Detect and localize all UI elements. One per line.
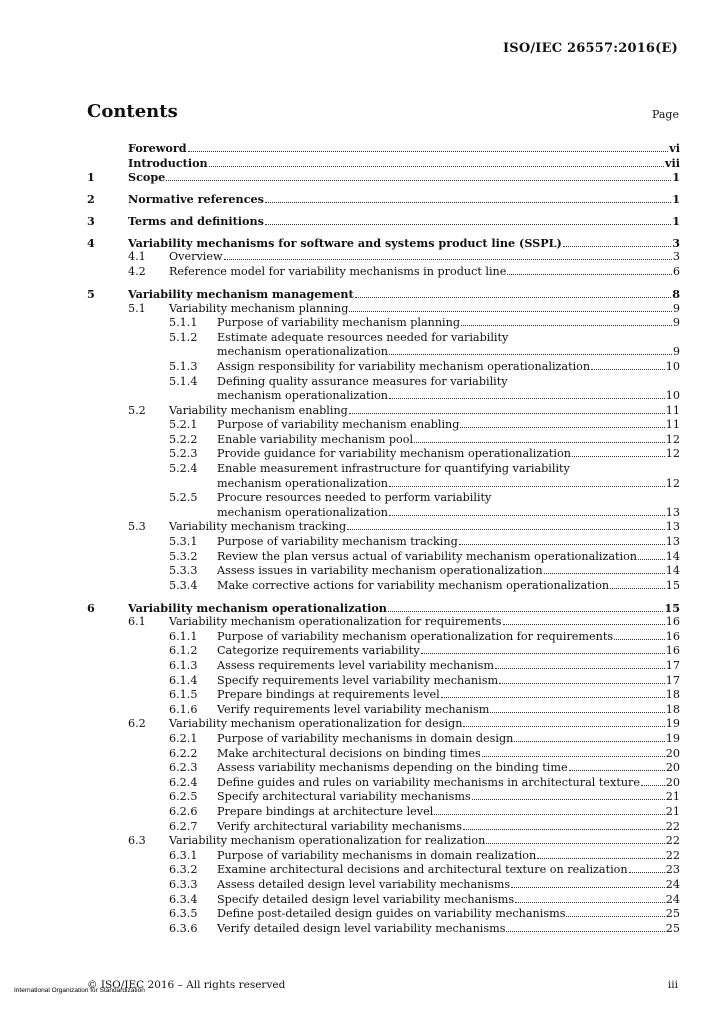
toc-entry-number: 6.2.7	[169, 819, 198, 833]
toc-entry[interactable]	[87, 331, 680, 346]
toc-entry-page: 9	[672, 301, 680, 315]
toc-entry-number: 6.1.6	[169, 702, 198, 716]
toc-entry-number: 5.1.2	[169, 330, 198, 344]
dot-leader	[459, 544, 665, 545]
toc-entry[interactable]	[87, 250, 680, 265]
toc-entry[interactable]	[87, 141, 680, 156]
watermark-stamp: International Organization for Standardization	[14, 987, 145, 994]
toc-entry[interactable]	[87, 659, 680, 674]
toc-entry-number: 5.2.2	[169, 432, 198, 446]
toc-entry[interactable]	[87, 316, 680, 331]
toc-entry-number: 4.2	[128, 265, 146, 279]
toc-entry[interactable]	[87, 462, 680, 477]
toc-entry-page: 18	[665, 688, 680, 702]
dot-leader	[569, 770, 665, 771]
toc-entry-page: 24	[665, 877, 680, 891]
toc-entry-page: 16	[665, 629, 680, 643]
toc-entry-title: Prepare bindings at architecture level	[217, 805, 434, 819]
toc-entry[interactable]	[87, 535, 680, 550]
toc-entry-title: Enable measurement infrastructure for quantifying variability	[217, 462, 570, 476]
dot-leader	[490, 712, 664, 713]
toc-entry-number: 3	[87, 213, 95, 228]
toc-entry[interactable]	[87, 214, 680, 229]
toc-entry-title: Purpose of variability mechanisms in domain realization	[217, 848, 537, 862]
toc-entry-number: 5.3.3	[169, 564, 198, 578]
toc-entry-number: 5.2.1	[169, 418, 198, 432]
toc-entry-page: 19	[665, 717, 680, 731]
dot-leader	[514, 741, 664, 742]
dot-leader	[591, 369, 665, 370]
toc-entry-page: 12	[665, 476, 680, 490]
toc-entry-number: 5.1	[128, 301, 146, 315]
toc-entry-title: Make architectural decisions on binding times	[217, 746, 481, 760]
toc-entry-number: 6.1.3	[169, 659, 198, 673]
toc-entry-page: 11	[665, 418, 680, 432]
toc-entry-page: 10	[665, 389, 680, 403]
toc-entry-number: 5.3.2	[169, 549, 198, 563]
toc-entry-page: 15	[665, 578, 680, 592]
toc-entry-number: 5.2.3	[169, 447, 198, 461]
toc-entry[interactable]	[87, 688, 680, 703]
toc-entry[interactable]	[87, 820, 680, 835]
toc-entry-page: 13	[665, 520, 680, 534]
toc-entry[interactable]	[87, 615, 680, 630]
dot-leader	[638, 559, 665, 560]
toc-entry[interactable]	[87, 878, 680, 893]
toc-entry[interactable]	[87, 418, 680, 433]
page-number: iii	[667, 979, 678, 991]
toc-entry-number: 5.2.5	[169, 491, 198, 505]
dot-leader	[389, 515, 665, 516]
toc-entry-title: Make corrective actions for variability mechanism operationalization	[217, 578, 610, 592]
toc-entry-number: 6.3.3	[169, 877, 198, 891]
toc-entry-number: 6.2.4	[169, 775, 198, 789]
toc-entry-title: Terms and definitions	[128, 213, 264, 228]
toc-entry[interactable]	[87, 192, 680, 207]
dot-leader	[347, 529, 665, 530]
dot-leader	[389, 486, 665, 487]
toc-entry-title: Defining quality assurance measures for variability	[217, 374, 508, 388]
toc-entry-title: Variability mechanism management	[128, 286, 354, 301]
toc-entry-title: Verify detailed design level variability mechanisms	[217, 921, 506, 935]
toc-entry-number: 6.1.5	[169, 688, 198, 702]
toc-entry-page: 20	[665, 775, 680, 789]
toc-entry-title: Specify requirements level variability mechanism	[217, 673, 499, 687]
toc-entry-number: 5.2	[128, 403, 146, 417]
table-of-contents	[87, 141, 680, 936]
toc-entry-title: Normative references	[128, 192, 264, 207]
toc-entry-page: vi	[669, 141, 680, 155]
dot-leader	[566, 916, 664, 917]
toc-entry[interactable]	[87, 520, 680, 535]
toc-entry-title: Scope	[128, 170, 166, 185]
toc-entry-number: 5.1.4	[169, 374, 198, 388]
toc-entry-title: mechanism operationalization	[217, 345, 389, 359]
copyright-notice: © ISO/IEC 2016 – All rights reserved	[87, 979, 286, 991]
toc-entry-page: 19	[665, 732, 680, 746]
dot-leader	[511, 887, 665, 888]
dot-leader	[209, 166, 664, 167]
toc-entry[interactable]	[87, 630, 680, 645]
dot-leader	[461, 325, 672, 326]
toc-entry[interactable]	[87, 477, 680, 492]
toc-entry-page: 22	[665, 819, 680, 833]
page-title: Contents	[87, 101, 178, 122]
toc-entry-title: Assess requirements level variability mechanism	[217, 659, 494, 673]
toc-entry-number: 5.3.4	[169, 578, 198, 592]
toc-entry-title: Overview	[169, 250, 223, 264]
dot-leader	[349, 413, 665, 414]
toc-entry-page: 9	[672, 345, 680, 359]
toc-entry-title: Variability mechanism tracking	[169, 520, 347, 534]
toc-entry-page: 20	[665, 761, 680, 775]
dot-leader	[486, 843, 664, 844]
toc-entry-title: Purpose of variability mechanism operationalization for requirements	[217, 629, 614, 643]
toc-entry-title: mechanism operationalization	[217, 476, 389, 490]
toc-entry-title: Categorize requirements variability	[217, 644, 420, 658]
toc-entry-page: 10	[665, 359, 680, 373]
dot-leader	[463, 829, 665, 830]
toc-entry-title: Procure resources needed to perform variability	[217, 491, 492, 505]
toc-entry-page: 16	[665, 615, 680, 629]
toc-entry-title: Assess variability mechanisms depending on the binding time	[217, 761, 568, 775]
toc-entry[interactable]	[87, 156, 680, 171]
toc-entry-number: 6.3	[128, 834, 146, 848]
toc-entry-page: 12	[665, 432, 680, 446]
toc-entry-title: Assess detailed design level variability mechanisms	[217, 877, 511, 891]
toc-entry[interactable]	[87, 674, 680, 689]
dot-leader	[614, 639, 665, 640]
toc-entry[interactable]	[87, 717, 680, 732]
dot-leader	[355, 297, 672, 298]
toc-entry-page: vii	[664, 155, 680, 170]
dot-leader	[441, 697, 665, 698]
toc-entry-page: 3	[672, 235, 680, 250]
toc-entry[interactable]	[87, 491, 680, 506]
toc-entry[interactable]	[87, 564, 680, 579]
toc-entry-title: Verify requirements level variability mechanism	[217, 702, 490, 716]
toc-entry-number: 5.1.3	[169, 359, 198, 373]
toc-entry-page: 3	[672, 250, 680, 264]
toc-entry-page: 13	[665, 505, 680, 519]
toc-entry-title: Specify detailed design level variability mechanisms	[217, 892, 515, 906]
dot-leader	[641, 785, 665, 786]
toc-entry[interactable]	[87, 849, 680, 864]
toc-entry[interactable]	[87, 601, 680, 616]
toc-entry-title: Provide guidance for variability mechanism operationalization	[217, 447, 571, 461]
toc-entry[interactable]	[87, 375, 680, 390]
toc-entry-page: 1	[672, 213, 680, 228]
toc-entry[interactable]	[87, 703, 680, 718]
toc-entry-page: 14	[665, 549, 680, 563]
toc-entry[interactable]	[87, 302, 680, 317]
toc-entry-number: 6.1	[128, 615, 146, 629]
toc-entry-number: 6.2	[128, 717, 146, 731]
dot-leader	[629, 872, 665, 873]
toc-entry-page: 25	[665, 921, 680, 935]
dot-leader	[388, 611, 664, 612]
toc-entry[interactable]	[87, 732, 680, 747]
toc-entry[interactable]	[87, 506, 680, 521]
toc-entry[interactable]	[87, 404, 680, 419]
toc-entry-page: 18	[665, 702, 680, 716]
dot-leader	[389, 354, 672, 355]
toc-entry[interactable]	[87, 447, 680, 462]
toc-entry-page: 13	[665, 535, 680, 549]
toc-entry-number: 6.2.1	[169, 732, 198, 746]
toc-entry-number: 6.1.1	[169, 629, 198, 643]
toc-entry[interactable]	[87, 579, 680, 594]
toc-entry[interactable]	[87, 433, 680, 448]
toc-entry-title: Reference model for variability mechanisms in product line	[169, 265, 507, 279]
toc-entry-page: 22	[665, 848, 680, 862]
dot-leader	[515, 902, 665, 903]
dot-leader	[389, 398, 665, 399]
toc-entry-title: Examine architectural decisions and architectural texture on realization	[217, 863, 628, 877]
toc-entry[interactable]	[87, 790, 680, 805]
toc-entry-title: Purpose of variability mechanism planning	[217, 316, 461, 330]
dot-leader	[421, 653, 665, 654]
toc-entry-title: mechanism operationalization	[217, 389, 389, 403]
toc-entry-page: 17	[665, 659, 680, 673]
toc-entry-page: 6	[672, 265, 680, 279]
dot-leader	[563, 246, 671, 247]
toc-entry-page: 22	[665, 834, 680, 848]
toc-entry-title: Specify architectural variability mechanisms	[217, 790, 471, 804]
dot-leader	[166, 180, 671, 181]
toc-entry-title: Review the plan versus actual of variability mechanism operationalization	[217, 549, 638, 563]
toc-entry-number: 4.1	[128, 250, 146, 264]
dot-leader	[495, 668, 665, 669]
toc-entry-number: 6.3.5	[169, 907, 198, 921]
toc-entry-page: 21	[665, 790, 680, 804]
toc-entry-title: Define post-detailed design guides on variability mechanisms	[217, 907, 566, 921]
toc-entry-title: Variability mechanism operationalization for realization	[169, 834, 486, 848]
toc-entry-page: 25	[665, 907, 680, 921]
toc-entry-number: 6.1.4	[169, 673, 198, 687]
toc-entry[interactable]	[87, 907, 680, 922]
toc-entry[interactable]	[87, 893, 680, 908]
toc-entry-page: 21	[665, 805, 680, 819]
toc-entry[interactable]	[87, 922, 680, 937]
toc-entry-number: 6.3.4	[169, 892, 198, 906]
toc-entry-title: Introduction	[128, 155, 208, 170]
toc-entry-title: Assess issues in variability mechanism operationalization	[217, 564, 543, 578]
toc-entry-number: 6.3.2	[169, 863, 198, 877]
toc-entry-title: Foreword	[128, 141, 187, 155]
toc-entry-page: 14	[665, 564, 680, 578]
toc-entry[interactable]	[87, 805, 680, 820]
toc-entry-page: 15	[664, 600, 680, 615]
dot-leader	[460, 427, 664, 428]
toc-entry-number: 6.2.2	[169, 746, 198, 760]
toc-entry-title: mechanism operationalization	[217, 505, 389, 519]
toc-entry-title: Prepare bindings at requirements level	[217, 688, 440, 702]
toc-entry[interactable]	[87, 170, 680, 185]
toc-entry-number: 6.3.6	[169, 921, 198, 935]
dot-leader	[503, 624, 665, 625]
dot-leader	[499, 683, 665, 684]
toc-entry-page: 12	[665, 447, 680, 461]
dot-leader	[414, 442, 665, 443]
toc-entry-page: 23	[665, 863, 680, 877]
toc-entry-page: 8	[672, 286, 680, 301]
toc-entry-number: 6.2.3	[169, 761, 198, 775]
toc-entry-number: 5.1.1	[169, 316, 198, 330]
toc-entry-number: 6	[87, 600, 95, 615]
toc-entry-number: 6.3.1	[169, 848, 198, 862]
document-id: ISO/IEC 26557:2016(E)	[502, 41, 678, 56]
toc-entry[interactable]	[87, 761, 680, 776]
toc-entry-page: 1	[672, 170, 680, 185]
toc-entry-title: Variability mechanism planning	[169, 301, 349, 315]
toc-entry-title: Variability mechanisms for software and systems product line (SSPL)	[128, 235, 562, 250]
toc-entry-page: 11	[665, 403, 680, 417]
toc-entry[interactable]	[87, 747, 680, 762]
toc-entry-number: 5.2.4	[169, 462, 198, 476]
toc-entry-title: Purpose of variability mechanisms in domain design	[217, 732, 514, 746]
dot-leader	[265, 224, 671, 225]
dot-leader	[472, 799, 665, 800]
toc-entry-title: Define guides and rules on variability mechanisms in architectural texture	[217, 775, 640, 789]
toc-entry[interactable]	[87, 834, 680, 849]
toc-entry-title: Variability mechanism operationalization for requirements	[169, 615, 502, 629]
dot-leader	[572, 456, 665, 457]
dot-leader	[610, 588, 665, 589]
toc-entry[interactable]	[87, 265, 680, 280]
dot-leader	[537, 858, 665, 859]
toc-entry-title: Estimate adequate resources needed for variability	[217, 330, 509, 344]
toc-entry[interactable]	[87, 236, 680, 251]
toc-entry[interactable]	[87, 345, 680, 360]
toc-entry-title: Variability mechanism enabling	[169, 403, 348, 417]
toc-entry[interactable]	[87, 389, 680, 404]
toc-entry-number: 5.3.1	[169, 535, 198, 549]
toc-entry[interactable]	[87, 644, 680, 659]
toc-entry-page: 24	[665, 892, 680, 906]
toc-entry[interactable]	[87, 287, 680, 302]
toc-entry-page: 20	[665, 746, 680, 760]
dot-leader	[507, 274, 672, 275]
toc-entry-number: 6.2.6	[169, 805, 198, 819]
toc-entry-title: Purpose of variability mechanism tracking	[217, 535, 458, 549]
toc-entry[interactable]	[87, 776, 680, 791]
toc-entry-title: Variability mechanism operationalization for design	[169, 717, 463, 731]
toc-entry-title: Assign responsibility for variability mechanism operationalization	[217, 359, 591, 373]
dot-leader	[506, 931, 664, 932]
toc-entry-title: Variability mechanism operationalization	[128, 600, 387, 615]
dot-leader	[463, 726, 664, 727]
toc-entry[interactable]	[87, 360, 680, 375]
toc-entry[interactable]	[87, 550, 680, 565]
dot-leader	[224, 259, 672, 260]
toc-entry-number: 4	[87, 235, 95, 250]
toc-entry-page: 16	[665, 644, 680, 658]
toc-entry-number: 6.1.2	[169, 644, 198, 658]
toc-entry-page: 9	[672, 316, 680, 330]
toc-entry-page: 17	[665, 673, 680, 687]
dot-leader	[265, 202, 671, 203]
toc-entry-number: 6.2.5	[169, 790, 198, 804]
toc-entry-title: Purpose of variability mechanism enabling	[217, 418, 460, 432]
dot-leader	[349, 311, 671, 312]
dot-leader	[544, 573, 665, 574]
toc-entry-number: 1	[87, 170, 95, 185]
dot-leader	[188, 151, 669, 152]
dot-leader	[482, 756, 665, 757]
page-column-label: Page	[651, 108, 679, 121]
toc-entry-number: 5	[87, 286, 95, 301]
toc-entry-title: Verify architectural variability mechanisms	[217, 819, 463, 833]
toc-entry-page: 1	[672, 192, 680, 207]
toc-entry[interactable]	[87, 863, 680, 878]
toc-entry-number: 5.3	[128, 520, 146, 534]
dot-leader	[434, 814, 664, 815]
toc-entry-title: Enable variability mechanism pool	[217, 432, 414, 446]
toc-entry-number: 2	[87, 192, 95, 207]
